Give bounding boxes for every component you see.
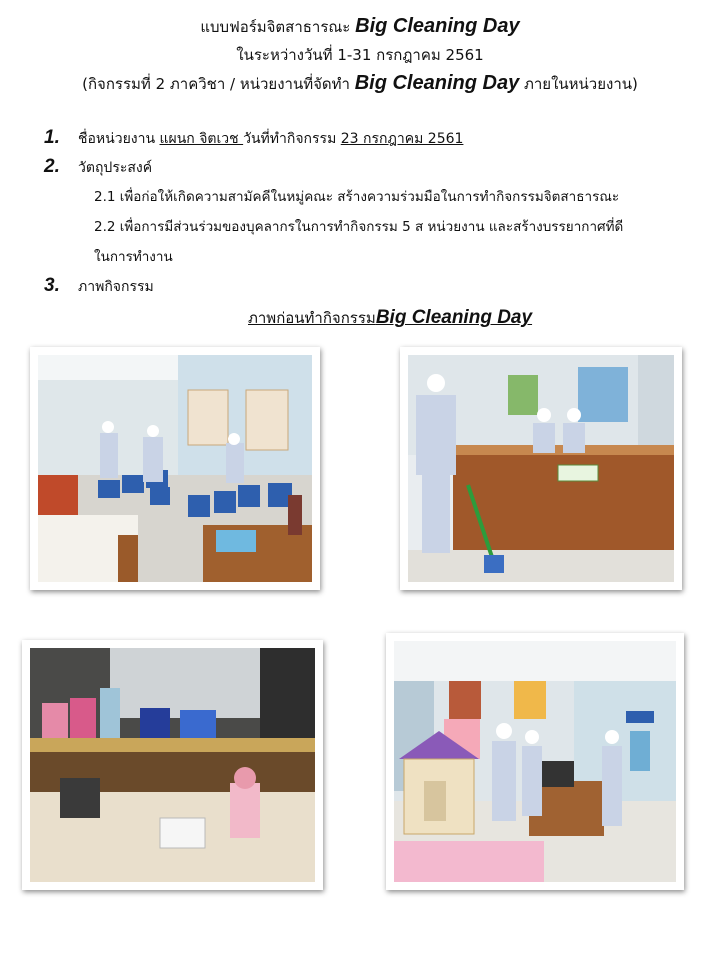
photo-play-area <box>386 633 684 890</box>
item-number: 1. <box>44 127 60 148</box>
unit-label: ชื่อหน่วยงาน <box>78 131 160 147</box>
photo-waiting-area <box>30 347 320 590</box>
date-value: 23 กรกฎาคม 2561 <box>340 131 464 147</box>
photo-reception-counter <box>400 347 682 590</box>
header-title <box>0 12 720 41</box>
objective-2-continued: ในการทำงาน <box>94 249 173 265</box>
photos-label: ภาพกิจกรรม <box>78 279 154 295</box>
item-unit <box>44 124 694 153</box>
header-activity-note <box>0 69 720 98</box>
item-photos <box>44 272 694 301</box>
heading-text: ภาพก่อนทำกิจกรรม <box>248 309 376 327</box>
before-activity-heading <box>248 306 532 330</box>
document-header <box>0 12 720 98</box>
unit-value: แผนก จิตเวช <box>159 131 244 147</box>
header-note-event: Big Cleaning Day <box>354 72 520 94</box>
heading-event: Big Cleaning Day <box>375 307 533 328</box>
item-number: 2. <box>44 156 60 177</box>
header-title-event: Big Cleaning Day <box>355 15 520 37</box>
objective-1: 2.1 เพื่อก่อให้เกิดความสามัคคีในหมู่คณะ สร้างความร่วมมือในการทำกิจกรรมจิตสาธารณะ <box>94 189 620 205</box>
photo-waiting-area-image <box>38 355 312 582</box>
item-number: 3. <box>44 275 60 296</box>
header-date-range: ในระหว่างวันที่ 1-31 กรกฎาคม 2561 <box>236 46 484 64</box>
photo-supplies-image <box>30 648 315 882</box>
item-objectives <box>44 153 694 182</box>
photo-reception-image <box>408 355 674 582</box>
header-title-text: แบบฟอร์มจิตสาธารณะ <box>200 18 356 36</box>
photo-play-area-image <box>394 641 676 882</box>
photo-supplies-counter <box>22 640 323 890</box>
header-note-suffix: ภายในหน่วยงาน) <box>519 75 638 93</box>
objectives-label: วัตถุประสงค์ <box>78 160 153 176</box>
form-items <box>44 124 694 301</box>
date-label: วันที่ทำกิจกรรม <box>243 131 341 147</box>
header-note-prefix: (กิจกรรมที่ 2 ภาควิชา / หน่วยงานที่จัดทำ <box>82 75 355 93</box>
objective-2: 2.2 เพื่อการมีส่วนร่วมของบุคลากรในการทำกิจกรรม 5 ส หน่วยงาน และสร้างบรรยากาศที่ดี <box>94 219 624 235</box>
